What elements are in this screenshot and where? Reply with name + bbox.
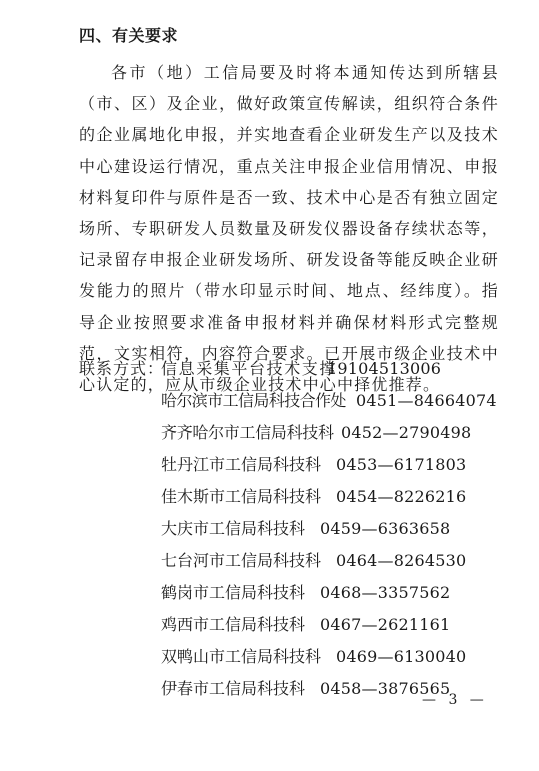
contact-unit: 大庆市工信局科技科 [161, 519, 306, 538]
contact-row [161, 357, 442, 381]
contact-phone: 0458—3876565 [320, 679, 451, 698]
requirements-paragraph: 各市（地）工信局要及时将本通知传达到所辖县（市、区）及企业，做好政策宣传解读，组织符合条件的企业属地化申报，并实地查看企业研发生产以及技术中心建设运行情况，重点关注申报企业信用情况、申报材料复印件与原件是否一致、技术中心是否有独立固定场所、专职研发人员数量及研发仪器设备存续状态等，记录留存申报企业研发场所、研发设备等能反映企业研发能力的照片（带水印显示时间、地点、经纬度）。指导企业按照要求准备申报材料并确保材料形式完整规范，文实相符，内容符合要求。已开展市级企业技术中心认定的，应从市级企业技术中心中择优推荐。 [79, 63, 499, 395]
contact-phone: 0469—6130040 [336, 647, 467, 666]
contact-row [161, 389, 497, 413]
contact-unit: 双鸭山市工信局科技科 [161, 647, 322, 666]
contact-row [161, 485, 467, 509]
contact-unit: 佳木斯市工信局科技科 [161, 487, 322, 506]
contact-label: 联系方式： [79, 359, 165, 378]
contact-unit: 齐齐哈尔市工信局科技科 [161, 423, 334, 442]
contact-unit: 哈尔滨市工信局科技合作处 [161, 391, 346, 410]
contact-phone: 0453—6171803 [336, 455, 467, 474]
contact-phone: 0452—2790498 [341, 423, 472, 442]
contact-unit: 伊春市工信局科技科 [161, 679, 306, 698]
contact-phone: 0454—8226216 [336, 487, 467, 506]
contact-unit: 鸡西市工信局科技科 [161, 615, 306, 634]
page-number: — 3 — [422, 692, 488, 708]
contact-row [161, 613, 451, 637]
section-heading: 四、有关要求 [79, 26, 179, 45]
contact-row [161, 645, 467, 669]
contact-phone: 0467—2621161 [320, 615, 451, 634]
contact-row [161, 453, 467, 477]
contact-row [161, 421, 472, 445]
contact-phone: 0459—6363658 [320, 519, 451, 538]
contact-phone: 19104513006 [327, 359, 442, 378]
contact-row [161, 677, 451, 701]
contact-unit: 鹤岗市工信局科技科 [161, 583, 306, 602]
contact-phone: 0451—84664074 [356, 391, 497, 410]
contact-unit: 七台河市工信局科技科 [161, 551, 322, 570]
contact-phone: 0468—3357562 [320, 583, 451, 602]
contact-row [161, 517, 451, 541]
contact-phone: 0464—8264530 [336, 551, 467, 570]
contact-row [161, 581, 451, 605]
contact-unit: 信息采集平台技术支撑 [161, 359, 338, 378]
contact-unit: 牡丹江市工信局科技科 [161, 455, 322, 474]
contact-row [161, 549, 467, 573]
